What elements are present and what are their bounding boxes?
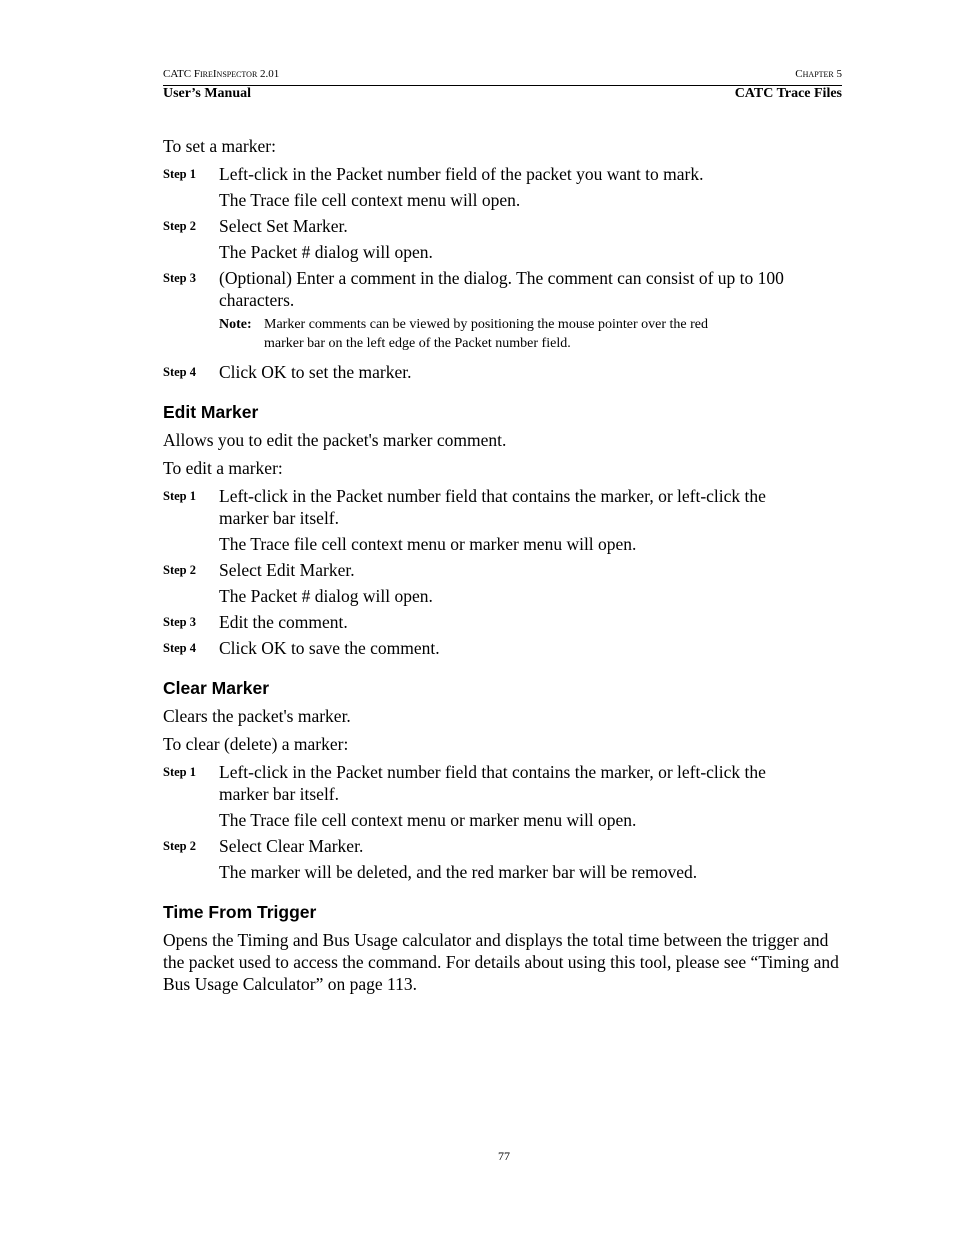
step-text: Click OK to save the comment.	[219, 638, 440, 658]
edit-step-3	[163, 611, 843, 633]
clear-step-2	[163, 835, 843, 857]
header-section: CATC Trace Files	[734, 86, 842, 101]
note-label: Note:	[219, 317, 252, 332]
header-manual: User’s Manual	[163, 86, 252, 101]
edit-marker-heading: Edit Marker	[163, 402, 259, 422]
step-label: Step 1	[163, 765, 196, 779]
step-label: Step 2	[163, 839, 196, 853]
step-text: Select Edit Marker.	[219, 560, 355, 580]
step-result: The marker will be deleted, and the red marker bar will be removed.	[219, 862, 698, 882]
edit-step-2	[163, 559, 843, 581]
edit-step-4	[163, 637, 843, 659]
clear-marker-desc: Clears the packet's marker.	[163, 706, 351, 726]
step-result: The Packet # dialog will open.	[219, 242, 433, 262]
step-result: The Packet # dialog will open.	[219, 586, 433, 606]
set-step-4	[163, 361, 843, 383]
running-header-top	[163, 68, 842, 80]
step-label: Step 4	[163, 365, 196, 379]
step-label: Step 1	[163, 489, 196, 503]
step-text: Select Clear Marker.	[219, 836, 364, 856]
step-text: Left-click in the Packet number field that contains the marker, or left-click the marker bar itself.	[219, 762, 766, 804]
note-text: Marker comments can be viewed by positioning the mouse pointer over the red marker bar on the left edge of the Packet number field.	[264, 317, 708, 351]
set-marker-intro: To set a marker:	[163, 136, 276, 156]
clear-marker-heading: Clear Marker	[163, 678, 270, 698]
header-product: CATC FireInspector 2.01	[163, 68, 280, 80]
set-step-2	[163, 215, 843, 237]
step-result: The Trace file cell context menu will open.	[219, 190, 521, 210]
step-text: Click OK to set the marker.	[219, 362, 412, 382]
step-text: Left-click in the Packet number field that contains the marker, or left-click the marker bar itself.	[219, 486, 766, 528]
header-chapter: Chapter 5	[795, 68, 842, 80]
clear-marker-intro: To clear (delete) a marker:	[163, 734, 349, 754]
step-text: Select Set Marker.	[219, 216, 348, 236]
step-label: Step 4	[163, 641, 196, 655]
edit-marker-desc: Allows you to edit the packet's marker comment.	[163, 430, 507, 450]
time-from-trigger-desc: Opens the Timing and Bus Usage calculator and displays the total time between the trigger and the packet used to access the command. For details about using this tool, please see “Timing and Bus Usage Calculator” on page 113.	[163, 930, 839, 994]
step-label: Step 2	[163, 219, 196, 233]
step-text: Left-click in the Packet number field of the packet you want to mark.	[219, 164, 704, 184]
note	[219, 315, 843, 353]
step-result: The Trace file cell context menu or marker menu will open.	[219, 534, 637, 554]
page-body	[163, 135, 843, 1001]
set-step-1	[163, 163, 843, 185]
step-label: Step 3	[163, 615, 196, 629]
step-text: (Optional) Enter a comment in the dialog. The comment can consist of up to 100 characters.	[219, 268, 784, 310]
page-number: 77	[498, 1149, 510, 1163]
step-label: Step 3	[163, 271, 196, 285]
step-label: Step 1	[163, 167, 196, 181]
step-label: Step 2	[163, 563, 196, 577]
step-text: Edit the comment.	[219, 612, 348, 632]
running-header-bottom	[163, 86, 842, 102]
edit-step-1	[163, 485, 843, 529]
step-result: The Trace file cell context menu or marker menu will open.	[219, 810, 637, 830]
edit-marker-intro: To edit a marker:	[163, 458, 283, 478]
time-from-trigger-heading: Time From Trigger	[163, 902, 317, 922]
set-step-3	[163, 267, 843, 311]
clear-step-1	[163, 761, 843, 805]
